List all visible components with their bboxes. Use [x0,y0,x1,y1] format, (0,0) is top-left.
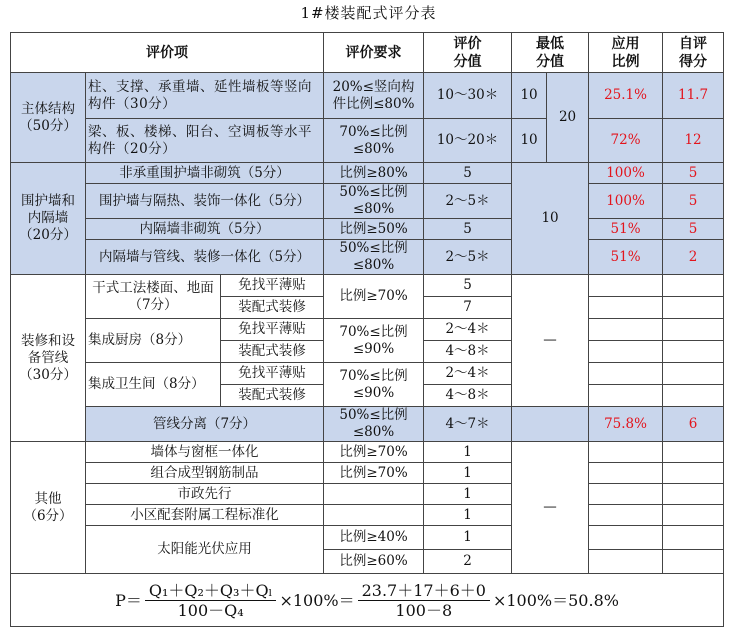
formula-numerator-2: 23.7＋17＋6＋0 [358,582,490,601]
sub-item-cell: 免找平薄贴 [221,319,324,341]
table-row [11,363,724,385]
score-cell: 4～8＊ [424,385,512,407]
req-cell: 20%≤竖向构件比例≤80% [324,73,424,119]
min-cell: — [512,275,589,407]
score-table [10,32,724,627]
score-cell: 2～5＊ [424,240,512,275]
min-total-cell: 20 [547,73,589,163]
group-enclosure: 围护墙和 内隔墙 （20分） [11,163,86,275]
table-row [11,275,724,297]
item-cell: 干式工法楼面、地面（7分） [86,275,221,319]
item-cell: 墙体与窗框一体化 [86,442,324,463]
req-cell: 50%≤比例≤80% [324,184,424,219]
req-cell: 比例≥50% [324,219,424,240]
ratio-cell: 51% [589,219,663,240]
score-cell: 10～30＊ [424,73,512,119]
self-score-cell [663,442,724,463]
score-cell: 2 [424,550,512,574]
table-row [11,73,724,119]
sub-item-cell: 免找平薄贴 [221,363,324,385]
header-row [11,33,724,73]
req-cell: 50%≤比例≤80% [324,240,424,275]
item-cell: 组合成型钢筋制品 [86,463,324,484]
self-score-cell [663,385,724,407]
sub-item-cell: 装配式装修 [221,341,324,363]
ratio-cell: 100% [589,184,663,219]
table-row [11,442,724,463]
formula-times-1: ×100%＝ [279,590,355,610]
min-cell: 10 [512,119,547,163]
self-score-cell: 5 [663,163,724,184]
self-score-cell: 12 [663,119,724,163]
ratio-cell [589,275,663,297]
min-cell: — [512,442,589,574]
formula-fraction-2 [358,582,490,619]
ratio-cell [589,363,663,385]
self-score-cell [663,319,724,341]
score-cell: 1 [424,484,512,505]
req-cell: 50%≤比例≤80% [324,407,424,442]
score-cell: 1 [424,442,512,463]
req-cell [324,505,424,526]
req-cell: 比例≥70% [324,275,424,319]
header-ratio: 应用 比例 [589,33,663,73]
table-row [11,484,724,505]
item-cell: 集成卫生间（8分） [86,363,221,407]
req-cell: 比例≥70% [324,463,424,484]
table-row [11,526,724,550]
ratio-cell: 75.8% [589,407,663,442]
item-cell: 集成厨房（8分） [86,319,221,363]
table-row [11,184,724,219]
req-cell [324,484,424,505]
item-cell: 围护墙与隔热、装饰一体化（5分） [86,184,324,219]
item-cell: 内隔墙与管线、装修一体化（5分） [86,240,324,275]
formula-result: ×100%＝50.8% [492,590,619,610]
req-cell: 70%≤比例≤80% [324,119,424,163]
ratio-cell: 100% [589,163,663,184]
score-cell: 2～5＊ [424,184,512,219]
min-cell: 10 [512,73,547,119]
table-row [11,407,724,442]
sub-item-cell: 装配式装修 [221,297,324,319]
ratio-cell [589,319,663,341]
header-score: 评价 分值 [424,33,512,73]
item-cell: 市政先行 [86,484,324,505]
ratio-cell [589,526,663,550]
item-cell: 柱、支撑、承重墙、延性墙板等竖向构件（30分） [86,73,324,119]
req-cell: 比例≥80% [324,163,424,184]
header-req: 评价要求 [324,33,424,73]
req-cell: 比例≥60% [324,550,424,574]
ratio-cell [589,297,663,319]
ratio-cell [589,550,663,574]
self-score-cell: 6 [663,407,724,442]
score-cell: 1 [424,463,512,484]
formula-lhs: P＝ [115,590,142,610]
ratio-cell [589,385,663,407]
req-cell: 比例≥70% [324,442,424,463]
req-cell: 比例≥40% [324,526,424,550]
self-score-cell [663,341,724,363]
score-cell: 1 [424,505,512,526]
self-score-cell [663,505,724,526]
score-cell: 5 [424,219,512,240]
min-cell [512,407,589,442]
req-cell: 70%≤比例≤90% [324,363,424,407]
formula-denominator-1: 100－Q₄ [177,600,244,620]
ratio-cell: 51% [589,240,663,275]
ratio-cell [589,484,663,505]
req-cell: 70%≤比例≤90% [324,319,424,363]
min-cell: 10 [512,163,589,275]
formula-fraction-1 [145,582,277,619]
group-other: 其他 （6分） [11,442,86,574]
item-cell: 非承重围护墙非砌筑（5分） [86,163,324,184]
score-cell: 1 [424,526,512,550]
score-cell: 2～4＊ [424,319,512,341]
self-score-cell: 11.7 [663,73,724,119]
score-cell: 5 [424,163,512,184]
self-score-cell [663,363,724,385]
formula-denominator-2: 100－8 [395,600,453,620]
table-row [11,240,724,275]
item-cell: 太阳能光伏应用 [86,526,324,574]
self-score-cell [663,297,724,319]
ratio-cell [589,505,663,526]
table-row [11,505,724,526]
score-cell: 4～8＊ [424,341,512,363]
self-score-cell [663,463,724,484]
score-cell: 5 [424,275,512,297]
table-row [11,463,724,484]
self-score-cell [663,550,724,574]
score-cell: 4～7＊ [424,407,512,442]
group-main-structure: 主体结构 （50分） [11,73,86,163]
formula [13,582,721,619]
table-row [11,219,724,240]
ratio-cell: 72% [589,119,663,163]
ratio-cell [589,341,663,363]
self-score-cell: 5 [663,184,724,219]
header-self: 自评 得分 [663,33,724,73]
item-cell: 内隔墙非砌筑（5分） [86,219,324,240]
sub-item-cell: 装配式装修 [221,385,324,407]
ratio-cell [589,463,663,484]
self-score-cell [663,526,724,550]
score-cell: 2～4＊ [424,363,512,385]
table-row [11,163,724,184]
table-row [11,319,724,341]
self-score-cell: 5 [663,219,724,240]
page-title: 1#楼装配式评分表 [300,4,437,22]
group-decoration: 装修和设 备管线 （30分） [11,275,86,442]
ratio-cell [589,442,663,463]
item-cell: 管线分离（7分） [86,407,324,442]
sub-item-cell: 免找平薄贴 [221,275,324,297]
item-cell: 梁、板、楼梯、阳台、空调板等水平构件（20分） [86,119,324,163]
formula-numerator-1: Q₁＋Q₂＋Q₃＋Qₗ [145,582,277,601]
header-min: 最低 分值 [512,33,589,73]
score-cell: 7 [424,297,512,319]
self-score-cell [663,484,724,505]
self-score-cell: 2 [663,240,724,275]
ratio-cell: 25.1% [589,73,663,119]
table-row [11,119,724,163]
header-item: 评价项 [11,33,324,73]
self-score-cell [663,275,724,297]
formula-row [11,574,724,627]
score-cell: 10～20＊ [424,119,512,163]
item-cell: 小区配套附属工程标准化 [86,505,324,526]
formula-cell [11,574,724,627]
